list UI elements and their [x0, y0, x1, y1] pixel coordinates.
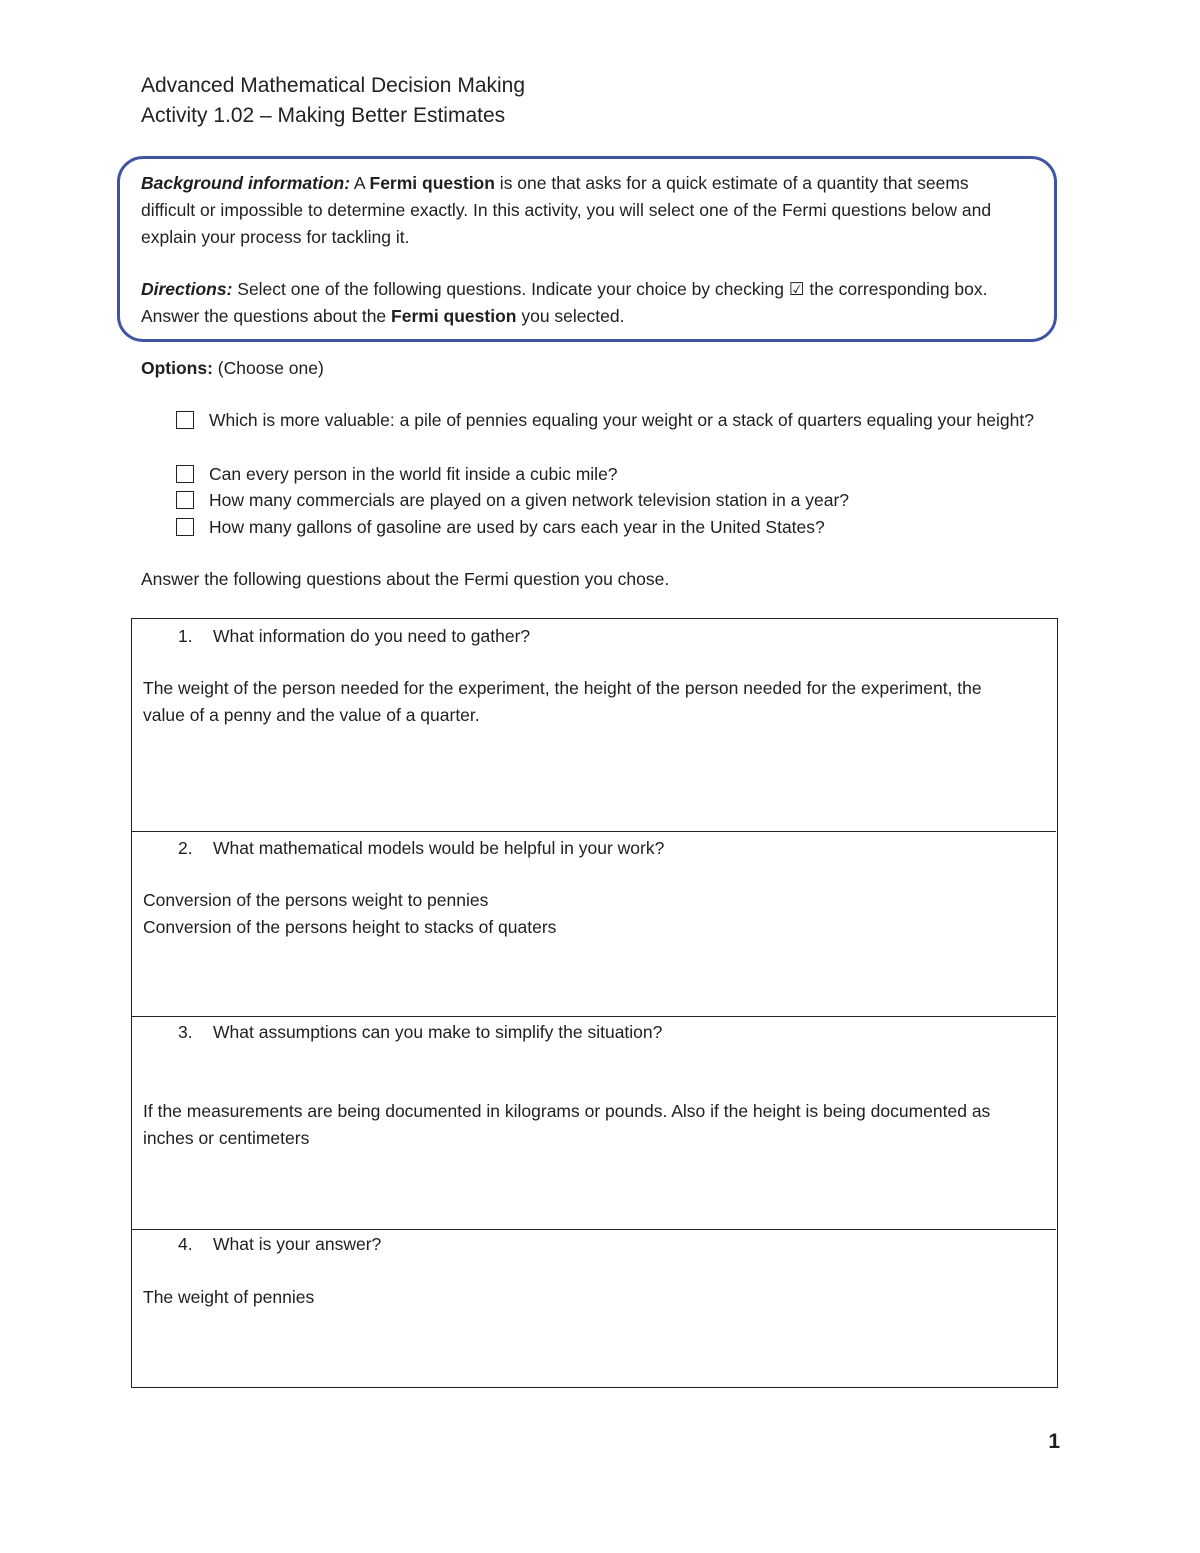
options-label: Options:: [141, 358, 213, 378]
qa-row: [132, 831, 1056, 1016]
directions-text-middle: the corresponding box. Answer the questions about the: [141, 279, 988, 326]
background-text-before: A: [350, 173, 370, 193]
question: [178, 1019, 662, 1046]
question-number: 2.: [178, 838, 193, 858]
answer-line: The weight of pennies: [143, 1287, 315, 1307]
option-item[interactable]: [176, 461, 1056, 488]
checkbox[interactable]: [176, 465, 194, 483]
question-number: 4.: [178, 1234, 193, 1254]
question-text: What assumptions can you make to simplify the situation?: [213, 1022, 663, 1042]
options-hint: (Choose one): [212, 358, 324, 378]
question-number: 3.: [178, 1022, 193, 1042]
option-item[interactable]: [176, 487, 1056, 514]
qa-row: [132, 1229, 1056, 1386]
answer-text[interactable]: [143, 887, 1023, 941]
page-number: 1: [1048, 1430, 1060, 1453]
question-text: What information do you need to gather?: [213, 626, 531, 646]
qa-row: [132, 1016, 1056, 1229]
option-text: Which is more valuable: a pile of pennies equaling your weight or a stack of quarters equaling your height?: [209, 410, 1034, 430]
background-paragraph: [141, 170, 1021, 251]
qa-table: [131, 618, 1058, 1388]
fermi-term: Fermi question: [369, 173, 495, 193]
fermi-term: Fermi question: [391, 306, 517, 326]
directions-paragraph: [141, 276, 1021, 330]
checkbox[interactable]: [176, 411, 194, 429]
answer-text[interactable]: [143, 675, 1023, 729]
directions-label: Directions:: [141, 279, 233, 299]
option-text: Can every person in the world fit inside a cubic mile?: [209, 464, 618, 484]
options-heading: [141, 355, 324, 382]
question-text: What mathematical models would be helpful in your work?: [213, 838, 665, 858]
answer-line: Conversion of the persons weight to pennies: [143, 890, 489, 910]
activity-title: Activity 1.02 – Making Better Estimates: [141, 104, 506, 127]
question-number: 1.: [178, 626, 193, 646]
qa-row: [132, 619, 1056, 831]
answer-text[interactable]: [143, 1284, 1023, 1311]
answer-line: If the measurements are being documented in kilograms or pounds. Also if the height is being documented as inches or centimeters: [143, 1101, 991, 1148]
background-text-after: is one that asks for a quick estimate of a quantity that seems difficult or impossible to determine exactly. In this activity, you will select one of the Fermi questions below and explain your process for tackling it.: [141, 173, 992, 247]
checkbox[interactable]: [176, 518, 194, 536]
answer-line: The weight of the person needed for the experiment, the height of the person needed for the experiment, the value of a penny and the value of a quarter.: [143, 678, 982, 725]
background-label: Background information:: [141, 173, 351, 193]
directions-text-after: you selected.: [516, 306, 625, 326]
question-text: What is your answer?: [213, 1234, 382, 1254]
answer-text[interactable]: [143, 1098, 1023, 1152]
checked-box-icon: ☑: [788, 279, 805, 299]
answer-line: Conversion of the persons height to stacks of quaters: [143, 917, 557, 937]
question: [178, 1231, 381, 1258]
option-text: How many commercials are played on a given network television station in a year?: [209, 490, 850, 510]
directions-text-before: Select one of the following questions. Indicate your choice by checking: [232, 279, 789, 299]
course-title: Advanced Mathematical Decision Making: [141, 74, 526, 97]
option-item[interactable]: [176, 407, 1056, 434]
option-text: How many gallons of gasoline are used by cars each year in the United States?: [209, 517, 825, 537]
checkbox[interactable]: [176, 491, 194, 509]
question: [178, 835, 664, 862]
question: [178, 623, 530, 650]
answer-intro: Answer the following questions about the Fermi question you chose.: [141, 569, 670, 589]
option-item[interactable]: [176, 514, 1056, 541]
